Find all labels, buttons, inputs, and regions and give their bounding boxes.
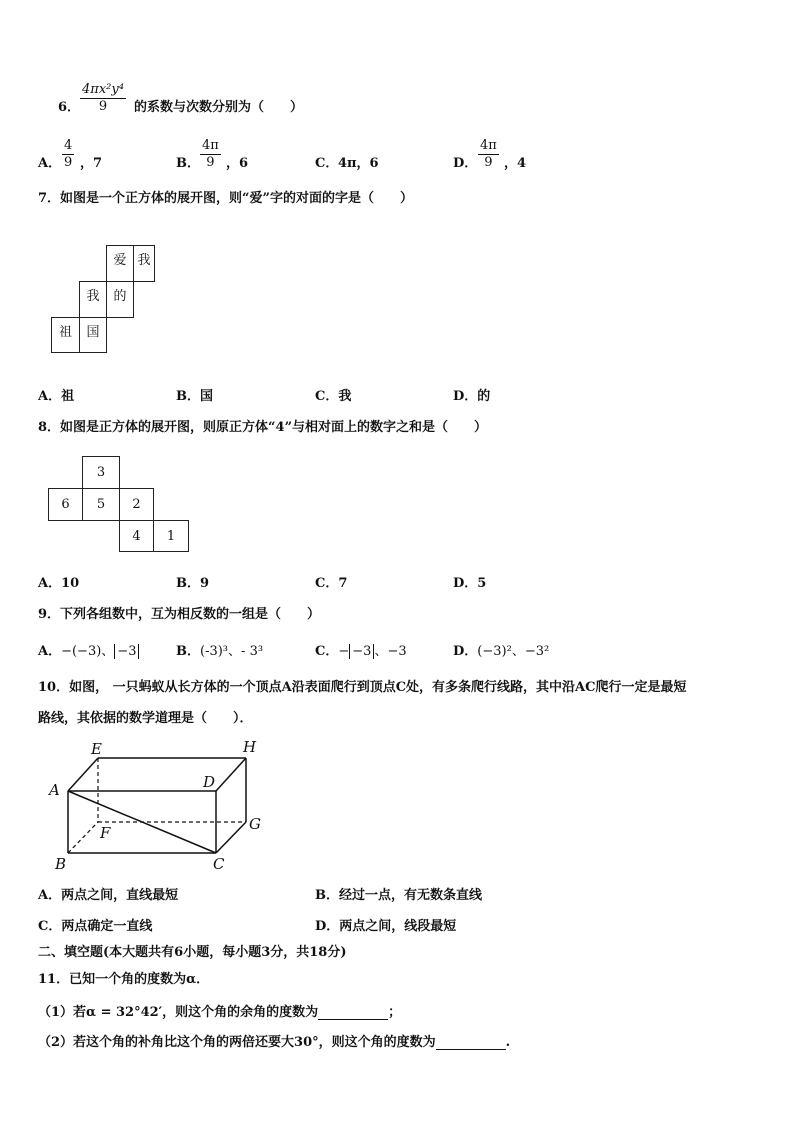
q9-a-label: A． <box>38 644 62 659</box>
q6-expr-denominator: 9 <box>98 99 108 114</box>
q7-stem: 7．如图是一个正方体的展开图，则“爱”字的对面的字是（ ） <box>38 191 414 206</box>
q8-option-d: D．5 <box>453 576 487 591</box>
q8-net-cell: 5 <box>82 488 120 521</box>
q8-net-cell: 1 <box>153 520 189 552</box>
q9-a-first: −(−3) <box>61 644 102 659</box>
q10-option-b: B．经过一点，有无数条直线 <box>315 888 482 903</box>
q9-c-sep: 、 <box>374 644 388 659</box>
q7-net-cell: 我 <box>79 281 107 318</box>
q6-option-b-fraction <box>200 138 221 171</box>
q9-d-sep: 、 <box>511 644 525 659</box>
vertex-label: C <box>213 855 225 873</box>
q6-option-a-tail: ，7 <box>80 156 103 171</box>
q11-part2 <box>38 1031 510 1050</box>
q6-option-d-fraction <box>478 138 499 171</box>
q9-c-label: C． <box>315 644 339 659</box>
q9-d-label: D． <box>453 644 478 659</box>
q11-stem: 11．已知一个角的度数为α． <box>38 972 210 987</box>
q6-option-b-label: B． <box>176 156 200 171</box>
q11-part1-blank[interactable] <box>318 1019 388 1020</box>
q6-option-a-fraction <box>62 138 74 171</box>
vertex-label: H <box>243 738 257 756</box>
q8-net-cell: 3 <box>82 456 120 489</box>
q6-number: 6． <box>58 100 81 115</box>
q9-c-first: −3 <box>349 644 374 659</box>
q9-option-d <box>453 640 549 659</box>
q7-option-b: B．国 <box>176 389 213 404</box>
q6-option-a-label: A． <box>38 156 62 171</box>
q8-net-cell: 4 <box>119 520 154 552</box>
vertex-label: D <box>203 773 216 791</box>
q9-a-second: −3 <box>114 644 139 659</box>
q7-net-cell: 爱 <box>106 245 134 282</box>
q11-part2-end: . <box>505 1035 511 1050</box>
q11-part1-end: ； <box>388 1005 402 1020</box>
q11-part2-blank[interactable] <box>436 1049 506 1050</box>
edge-DH <box>216 758 246 791</box>
q6-b-num: 4π <box>202 138 219 153</box>
q9-a-sep: 、 <box>101 644 115 659</box>
q6-expression <box>80 82 126 115</box>
q9-b-label: B． <box>176 644 200 659</box>
q7-net-cell: 祖 <box>51 317 80 353</box>
vertex-label: G <box>249 815 261 833</box>
q6-option-b-tail: ，6 <box>226 156 249 171</box>
q9-d-second: −3² <box>524 644 550 659</box>
q7-net-cell: 我 <box>133 245 155 282</box>
q9-d-first: (−3)² <box>477 644 512 659</box>
q9-c-second: −3 <box>387 644 407 659</box>
q10-option-a: A．两点之间，直线最短 <box>38 888 179 903</box>
q7-net-cell: 国 <box>79 317 107 353</box>
q6-option-d-label: D． <box>453 156 478 171</box>
q9-option-a <box>38 640 139 659</box>
q11-part1 <box>38 1001 401 1020</box>
q10-option-d: D．两点之间，线段最短 <box>315 919 457 934</box>
q9-option-c: C．− −3 、−3 <box>315 644 407 659</box>
q6-a-den: 9 <box>64 155 73 170</box>
edge-AE <box>68 758 98 791</box>
q7-option-d: D．的 <box>453 389 491 404</box>
q6-option-c-text: 4π，6 <box>338 156 379 171</box>
q6-option-d-tail: ，4 <box>504 156 527 171</box>
q6-d-num: 4π <box>480 138 497 153</box>
q6-option-c-label: C． <box>315 156 339 171</box>
q9-b-first: (-3)³ <box>200 644 229 659</box>
vertex-label: A <box>49 781 60 799</box>
q10-stem-line1: 10．如图， 一只蚂蚁从长方体的一个顶点A沿表面爬行到顶点C处，有多条爬行线路，其中沿AC爬行一定是最短 <box>38 680 687 695</box>
q8-option-a: A．10 <box>38 576 80 591</box>
q8-stem: 8．如图是正方体的展开图，则原正方体“4”与相对面上的数字之和是（ ） <box>38 420 488 435</box>
q9-b-second: - 3³ <box>241 644 264 659</box>
q6-stem: 的系数与次数分别为（ ） <box>134 100 304 115</box>
section-title: 二、填空题(本大题共有6小题，每小题3分，共18分) <box>38 945 347 960</box>
q7-option-a: A．祖 <box>38 389 75 404</box>
q8-option-c: C．7 <box>315 576 348 591</box>
q9-option-b <box>176 640 263 659</box>
q7-net-cell: 的 <box>106 281 134 318</box>
q8-net-cell: 6 <box>48 488 83 521</box>
vertex-label: B <box>55 855 67 873</box>
q8-net-cell: 2 <box>119 488 154 521</box>
q10-cuboid-figure <box>40 738 280 873</box>
q8-option-b: B．9 <box>176 576 210 591</box>
q6-b-den: 9 <box>206 155 215 170</box>
q10-option-c: C．两点确定一直线 <box>38 919 153 934</box>
q6-d-den: 9 <box>484 155 493 170</box>
q6-expr-numerator: 4πx²y⁴ <box>82 82 124 97</box>
q7-option-c: C．我 <box>315 389 352 404</box>
q11-part1-text: （1）若α = 32°42′，则这个角的余角的度数为 <box>38 1005 319 1020</box>
q11-part2-text: （2）若这个角的补角比这个角的两倍还要大30°，则这个角的度数为 <box>38 1035 436 1050</box>
q10-stem-line2: 路线，其依据的数学道理是（ ）． <box>38 711 253 726</box>
edge-CG <box>216 822 246 853</box>
hidden-edge-BF <box>68 822 98 853</box>
q9-stem: 9．下列各组数中，互为相反数的一组是（ ） <box>38 607 321 622</box>
q9-b-sep: 、 <box>228 644 242 659</box>
vertex-label: E <box>91 740 102 758</box>
q6-a-num: 4 <box>64 138 73 153</box>
vertex-label: F <box>100 824 111 842</box>
